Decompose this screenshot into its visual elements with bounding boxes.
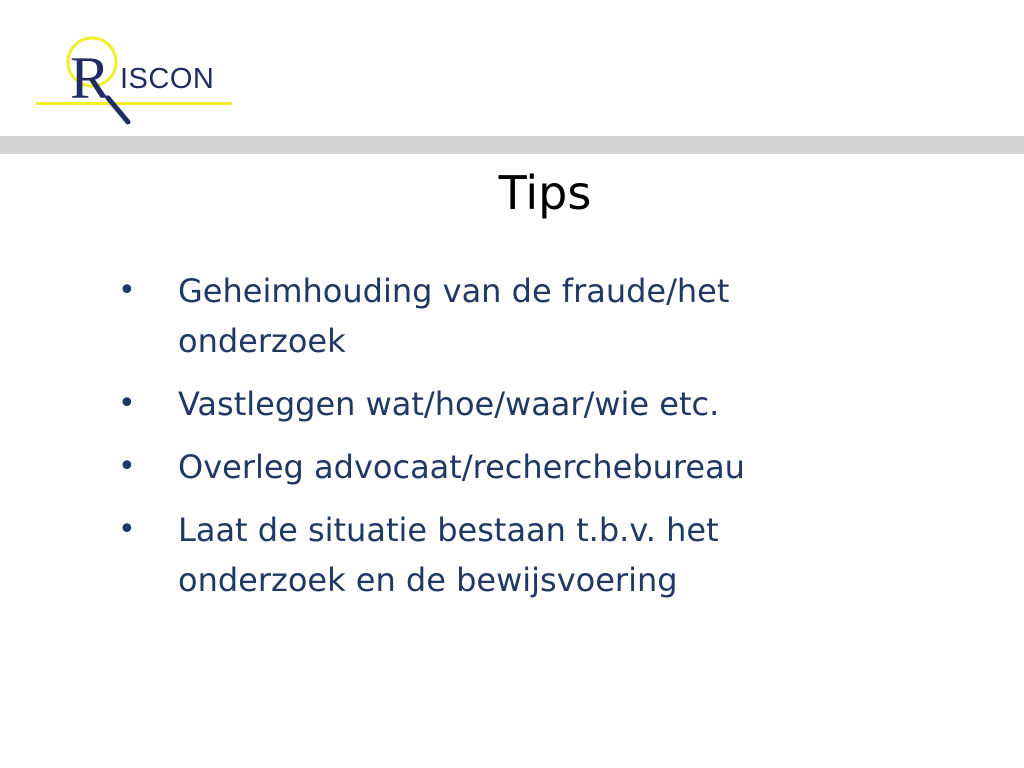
bullet-item: • Overleg advocaat/recherchebureau <box>118 442 878 492</box>
riscon-logo <box>34 32 234 126</box>
bullet-item: • Vastleggen wat/hoe/waar/wie etc. <box>118 379 878 429</box>
bullet-item: • Geheimhouding van de fraude/het onderzoek <box>118 266 878 366</box>
slide-title: Tips <box>498 166 592 220</box>
header-band <box>0 136 1024 154</box>
bullet-list <box>118 266 878 618</box>
logo-text: ISCON <box>120 63 215 95</box>
logo-letter: R <box>70 45 111 111</box>
bullet-item: • Laat de situatie bestaan t.b.v. het onderzoek en de bewijsvoering <box>118 505 878 605</box>
